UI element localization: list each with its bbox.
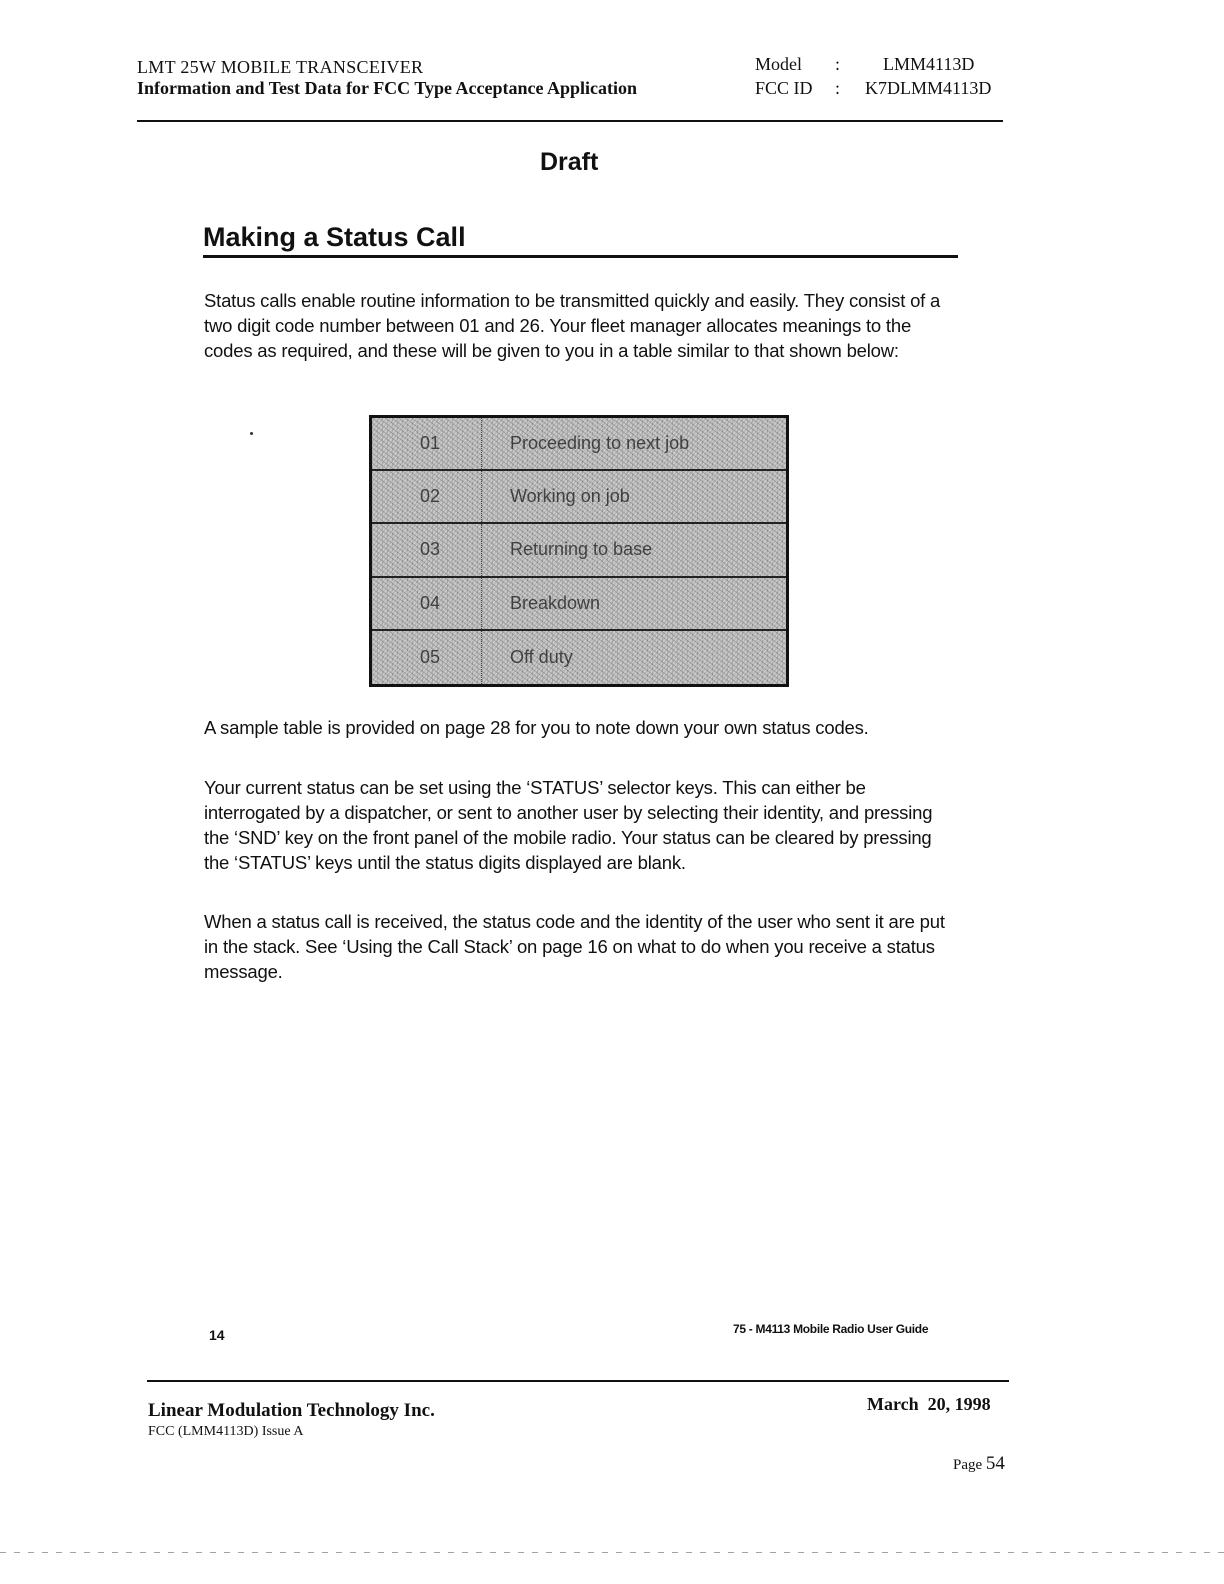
header-divider bbox=[137, 120, 1003, 122]
status-code: 05 bbox=[420, 646, 441, 667]
status-meaning: Working on job bbox=[510, 486, 630, 507]
status-meaning: Proceeding to next job bbox=[510, 433, 690, 454]
table-row bbox=[372, 418, 786, 471]
fcc-label: FCC ID bbox=[755, 78, 813, 98]
fcc-value: K7DLMM4113D bbox=[865, 78, 992, 98]
fcc-row bbox=[755, 76, 991, 100]
status-meaning: Off duty bbox=[510, 646, 573, 667]
draft-label: Draft bbox=[540, 148, 599, 176]
status-code: 02 bbox=[420, 486, 441, 507]
status-code: 03 bbox=[420, 539, 441, 560]
document-date: March 20, 1998 bbox=[867, 1394, 991, 1414]
header-title: LMT 25W MOBILE TRANSCEIVER bbox=[137, 57, 424, 77]
issue-label: FCC (LMM4113D) Issue A bbox=[148, 1424, 304, 1439]
header-ids bbox=[755, 52, 991, 100]
header-subtitle: Information and Test Data for FCC Type Acceptance Application bbox=[137, 78, 638, 98]
page-number: 54 bbox=[985, 1453, 1005, 1474]
section-title: Making a Status Call bbox=[203, 222, 466, 252]
table-row bbox=[372, 471, 786, 524]
table-row bbox=[372, 578, 786, 631]
status-code-table bbox=[369, 415, 789, 687]
scan-edge-line bbox=[0, 1552, 1224, 1553]
fcc-colon: : bbox=[835, 78, 841, 98]
table-row bbox=[372, 524, 786, 577]
guide-title: 75 - M4113 Mobile Radio User Guide bbox=[733, 1322, 929, 1336]
paragraph-received-status: When a status call is received, the status code and the identity of the user who sent it are put in the stack. See ‘Using the Call Stack’ on page 16 on what to do when you receive a status message. bbox=[204, 911, 945, 982]
model-label: Model bbox=[755, 54, 802, 74]
paragraph-current-status: Your current status can be set using the ‘STATUS’ selector keys. This can either be interrogated by a dispatcher, or sent to another user by selecting their identity, and pressing the ‘SND’ key on the front panel of the mobile radio. Your status can be cleared by pressing the ‘STATUS’ keys until the status digits displayed are blank. bbox=[204, 777, 933, 873]
status-meaning: Returning to base bbox=[510, 539, 653, 560]
status-meaning: Breakdown bbox=[510, 592, 601, 613]
status-code: 01 bbox=[420, 433, 441, 454]
model-value: LMM4113D bbox=[883, 54, 975, 74]
status-code: 04 bbox=[420, 592, 441, 613]
section-title-underline bbox=[203, 255, 958, 258]
scan-speck bbox=[250, 432, 253, 435]
company-name: Linear Modulation Technology Inc. bbox=[148, 1400, 435, 1421]
guide-page-number: 14 bbox=[209, 1327, 225, 1343]
page-label: Page bbox=[953, 1457, 983, 1473]
paragraph-sample-table: A sample table is provided on page 28 for you to note down your own status codes. bbox=[204, 717, 869, 738]
page-reference bbox=[953, 1453, 1005, 1475]
model-row bbox=[755, 52, 991, 76]
paragraph-intro: Status calls enable routine information to be transmitted quickly and easily. They consist of a two digit code number between 01 and 26. Your fleet manager allocates meanings to the codes as required, and these will be given to you in a table similar to that shown below: bbox=[204, 290, 941, 361]
footer-divider bbox=[147, 1380, 1009, 1382]
model-colon: : bbox=[835, 54, 841, 74]
table-row bbox=[372, 631, 786, 684]
